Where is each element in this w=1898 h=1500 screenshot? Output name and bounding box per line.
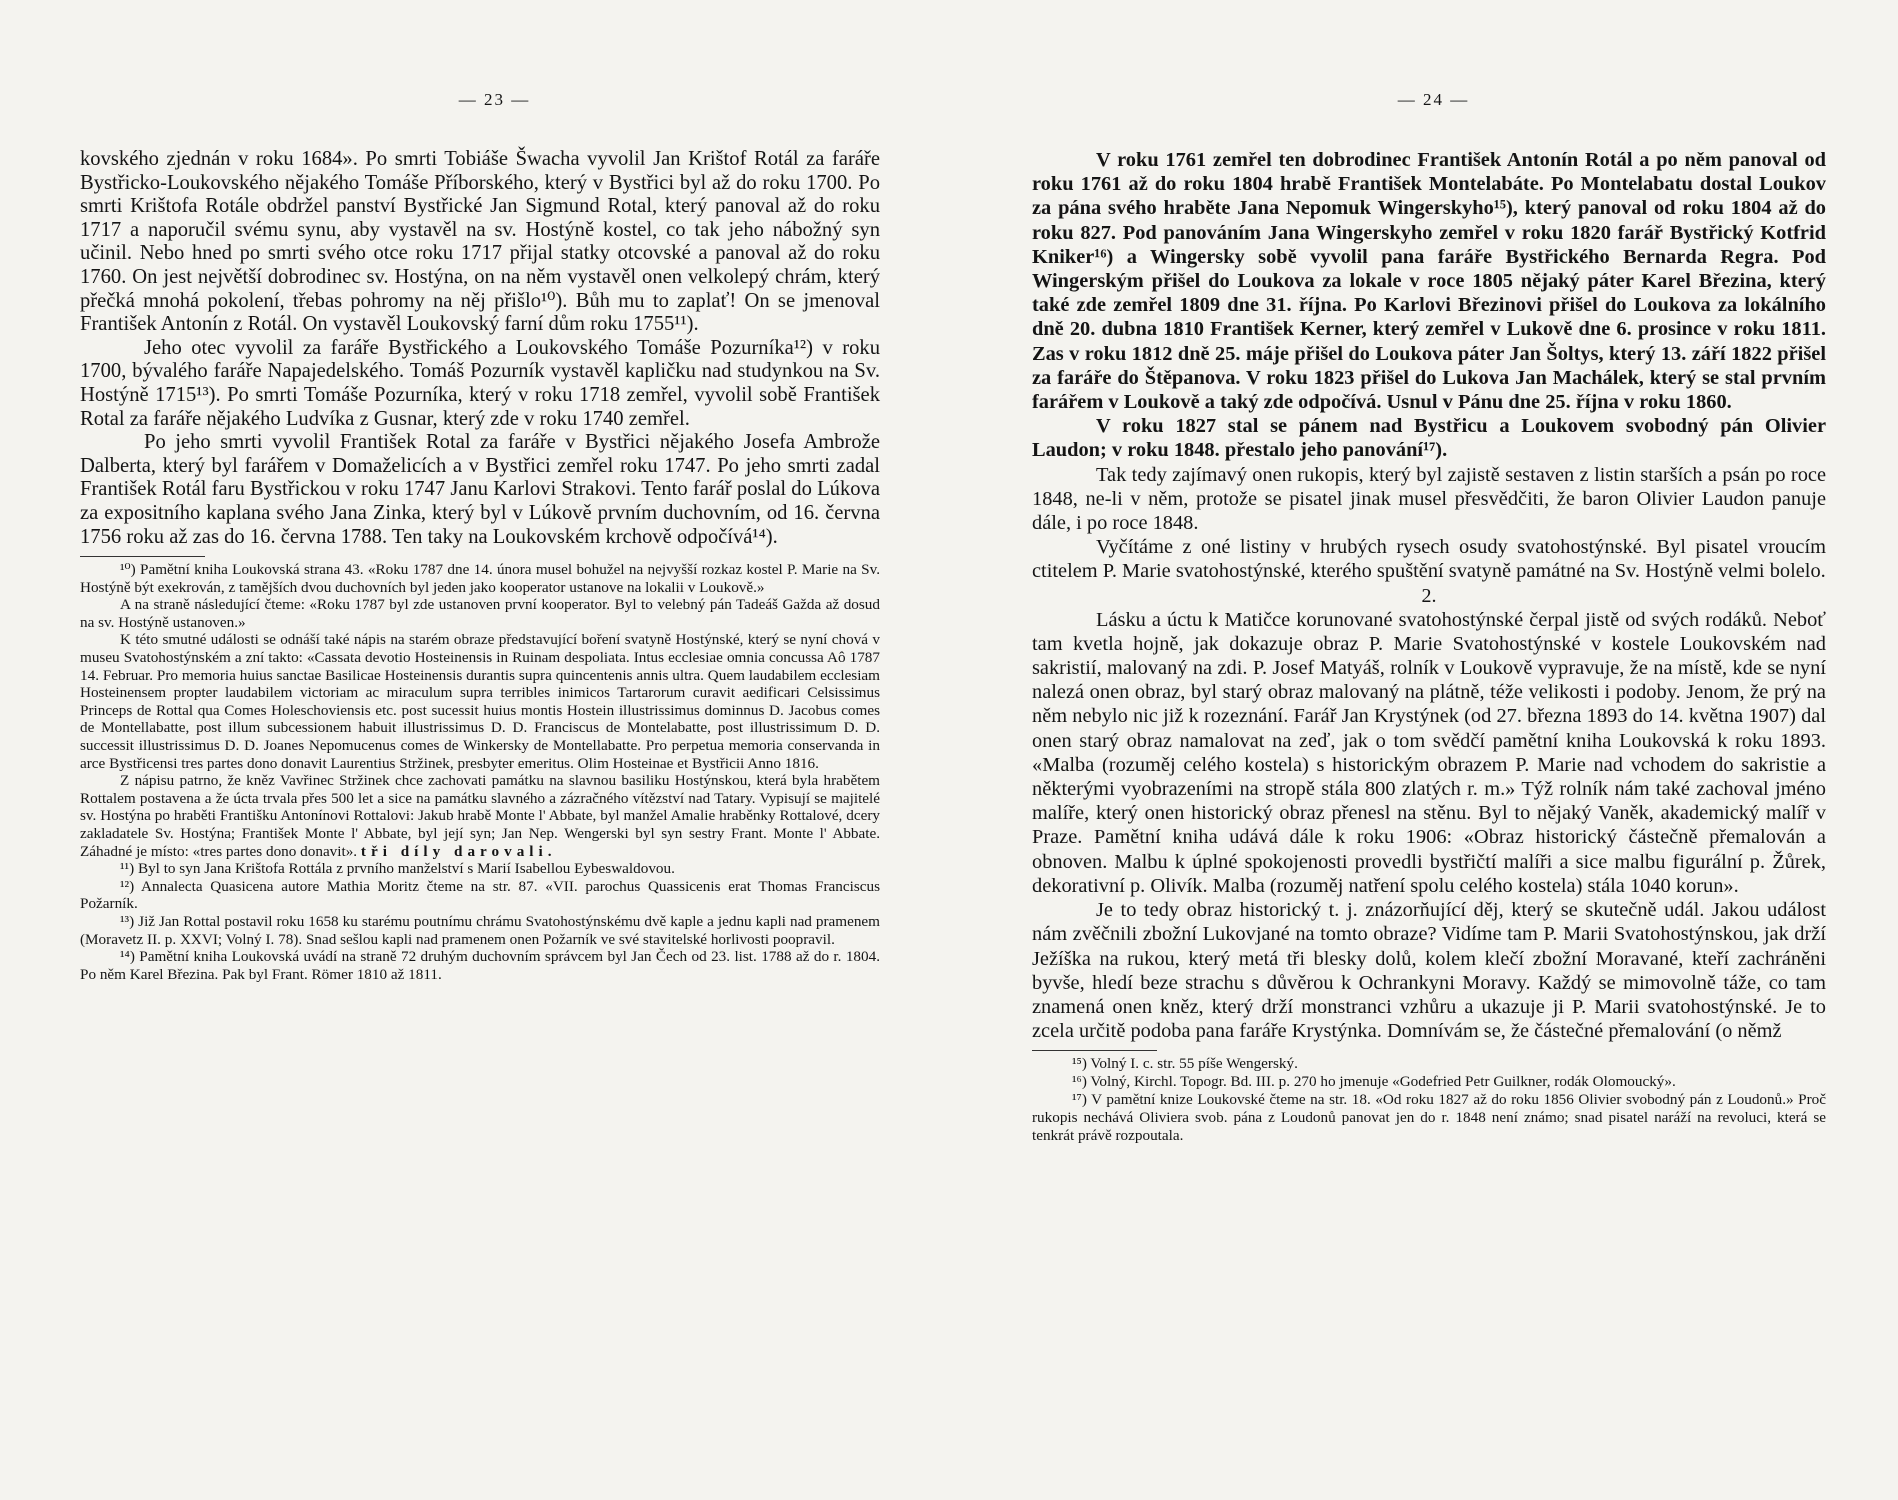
footnote: K této smutné události se odnáší také nápis na starém obraze představující boření svatyně Hostýnské, který se nyní chová v museu Svatohostýnském a zní takto: «Cassata devotio Hosteinensis in Ruinam despoliata. Intus ecclesiae omnia concussa Aô 1787 14. Februar. Pro memoria huius sanctae Basilicae Hosteinensis durantis supra quincentenis annis ultra. Quem laudabilem ecclesiam Hosteinensem propter laudabilem victoriam ac miraculum supra terribles inimicos Tartarorum curavit aedificari Celsissimus Princeps de Rottal qua Comes Holeschoviensis etc. post sucessit huius montis Hostein illustrissimus dominnus D. Jacobus comes de Montellabatte, post illum subcessionem habuit illustrissimus D. D. Franciscus de Montelabatte, post illustrissimum D. D. successit illustrissimus D. D. Joanes Nepomucenus comes de Winkersky de Montellabatte. Pro perpetua memoria conservanda in arce Bystřicensi tres partes dono donavit Laurentius Stržinek, presbyter emeritus. Olim Hosteinae et Bystřicii Anno 1816. — [80, 631, 880, 772]
paragraph: kovského zjednán v roku 1684». Po smrti Tobiáše Šwacha vyvolil Jan Krištof Rotál za faráře Bystřicko-Loukovského nějakého Tomáše Příborského, který v Bystřici byl až do roku 1700. Po smrti Krištofa Rotále obdržel panství Bystřické Jan Sigmund Rotal, který panoval až do roku 1717 a naporučil svému synu, aby vystavěl na sv. Hostýně kostel, co tak jeho nábožný syn učinil. Nebo hned po smrti svého otce roku 1717 přijal statky otcovské a panoval až do roku 1760. On jest největší dobrodinec sv. Hostýna, on na něm vystavěl onen velkolepý chrám, který přečká mnohá pokolení, třebas pohromy na něj přišlo¹⁰). Bůh mu to zaplať! On se jmenoval František Antonín z Rotál. On vystavěl Loukovský farní dům roku 1755¹¹). — [80, 148, 880, 336]
footnote: ¹⁰) Pamětní kniha Loukovská strana 43. «Roku 1787 dne 14. února musel bohužel na nejvyšší rozkaz kostel P. Marie na Sv. Hostýně být exekrován, z tamějších dvou duchovních byl jeden jako kooperator ustanove na lokalii v Loukově.» — [80, 561, 880, 596]
section-number: 2. — [1421, 584, 1437, 607]
paragraph: Tak tedy zajímavý onen rukopis, který byl zajistě sestaven z listin starších a psán po roce 1848, ne-li v něm, protože se pisatel jinak musel přesvědčiti, že baron Olivier Laudon panuje dále, i po roce 1848. — [1032, 463, 1826, 535]
footnote: A na straně následující čteme: «Roku 1787 byl zde ustanoven první kooperator. Byl to velebný pán Tadeáš Gažda až dosud na sv. Hostýně ustanoven.» — [80, 596, 880, 631]
footnote — [80, 772, 880, 860]
page-number: — 24 — — [1397, 90, 1470, 109]
footnote-rule — [1032, 1050, 1157, 1051]
footnote-text: Z nápisu patrno, že kněz Vavřinec Stržinek chce zachovati památku na slavnou basiliku Hostýnskou, která byla hrabětem Rottalem postavena a že úcta trvala přes 500 let a sice na památku slavného a zázračného vítězství nad Tatary. Vypisují se majitelé sv. Hostýna po hraběti Františku Antonínovi Rottalovi: Jakub hrabě Monte l' Abbate, byl manžel Amalie hraběnky Rottalové, dcery zakladatele Sv. Hostýna; František Monte l' Abbate, byl její syn; Jan Nep. Wengerski byl syn sestry Frant. Monte l' Abbate. Záhadné je místo: «tres partes dono donavit». — [80, 772, 880, 860]
footnote: ¹¹) Byl to syn Jana Krištofa Rottála z prvního manželství s Marií Isabellou Eybeswaldovou. — [120, 860, 675, 878]
right-body-text — [1032, 148, 1826, 1043]
footnote: ¹³) Již Jan Rottal postavil roku 1658 ku starému poutnímu chrámu Svatohostýnskému dvě kaple a jednu kapli nad pramenem (Moravetz II. p. XXVI; Volný I. 78). Snad sešlou kapli nad pramenem onen Požarník ve své stavitelské horlivosti poopravil. — [80, 912, 880, 948]
footnote: ¹⁷) V pamětní knize Loukovské čteme na str. 18. «Od roku 1827 až do roku 1856 Olivier svobodný pán z Loudonů.» Proč rukopis nechává Oliviera svob. pána z Loudonů panovat jen do r. 1848 není známo; snad pisatel naráží na revoluci, která se tenkrát právě rozpoutala. — [1032, 1091, 1826, 1145]
paragraph: Vyčítáme z oné listiny v hrubých rysech osudy svatohostýnské. Byl pisatel vroucím ctitelem P. Marie svatohostýnské, kterého spuštění svatyně památné na Sv. Hostýně velmi bolelo. — [1032, 536, 1826, 583]
footnote: ¹²) Annalecta Quasicena autore Mathia Moritz čteme na str. 87. «VII. parochus Quassicenis erat Thomas Franciscus Požarník. — [80, 877, 880, 913]
paragraph: Lásku a úctu k Matičce korunované svatohostýnské čerpal jistě od svých rodáků. Neboť tam kvetla hojně, jak dokazuje obraz P. Marie Svatohostýnské v kostele Loukovském nad sakristií, malovaný na zdi. P. Josef Matyáš, rolník v Loukově vypravuje, že na místě, kde se nyní nalezá onen obraz, byl starý obraz malovaný na plátně, téže velikosti i podoby. Jenom, že prý na něm nebylo nic již k rozeznání. Farář Jan Krystýnek (od 27. března 1893 do 14. května 1907) dal onen starý obraz namalovat na zeď, jak o tom svědčí pamětní kniha Loukovská k roku 1893. «Malba (rozuměj celého kostela) s historickým obrazem P. Marie nad vchodem do sakristie a některými vyobrazeními na stropě stála 800 zlatých r. m.» Týž rolník nám také zachoval jméno malíře, který onen historický obraz přenesl na stěnu. Byl to nějaký Vaněk, akademický malíř v Praze. Pamětní kniha udává dále k roku 1906: «Obraz historický částečně přemalován a obnoven. Malbu k úplné spokojenosti provedli bystřičtí malíři a sice malbu figurální p. Žůrek, dekorativní p. Olivík. Malba (rozuměj natření spolu celého kostela) stála 1040 korun». — [1032, 608, 1826, 897]
paragraph: Je to tedy obraz historický t. j. znázorňující děj, který se skutečně udál. Jakou událost nám zvěčnili zbožní Lukovjané na tomto obraze? Vidíme tam P. Marii Svatohostýnskou, jak drží Ježíška na rukou, který metá tři blesky dolů, kolem klečí zbožní Moravané, kteří zachráněni byvše, hledí beze strachu s důvěrou k Ochrankyni Moravy. Každý se mimovolně táže, co tam znamená onen kněz, který drží monstranci vzhůru a ukazuje ji P. Marii svatohostýnské. Je to zcela určitě podoba pana faráře Krystýnka. Domnívám se, že částečné přemalování (o němž — [1032, 899, 1826, 1043]
footnote-rule — [80, 556, 205, 557]
paragraph: Jeho otec vyvolil za faráře Bystřického a Loukovského Tomáše Pozurníka¹²) v roku 1700, bývalého faráře Napajedelského. Tomáš Pozurník vystavěl kapličku nad studynkou na Sv. Hostýně 1715¹³). Po smrti Tomáše Pozurníka, který v roku 1718 zemřel, vyvolil sobě František Rotal za faráře nějakého Ludvíka z Gusnar, který zde v roku 1740 zemřel. — [80, 336, 880, 430]
right-page — [949, 0, 1898, 1500]
right-text-block — [1032, 148, 1826, 1145]
footnote: ¹⁶) Volný, Kirchl. Topogr. Bd. III. p. 270 ho jmenuje «Godefried Petr Guilkner, rodák Olomoucký». — [1072, 1073, 1676, 1091]
left-body-text — [80, 148, 880, 549]
footnote: ¹⁴) Pamětní kniha Loukovská uvádí na straně 72 druhým duchovním správcem byl Jan Čech od 23. list. 1788 až do r. 1804. Po něm Karel Březina. Pak byl Frant. Römer 1810 až 1811. — [80, 948, 880, 983]
footnote-emphasis: tři díly darovali. — [360, 842, 557, 860]
right-footnotes — [1032, 1055, 1826, 1145]
paragraph: V roku 1827 stal se pánem nad Bystřicu a Loukovem svobodný pán Olivier Laudon; v roku 1848. přestalo jeho panování¹⁷). — [1032, 415, 1826, 462]
paragraph: Po jeho smrti vyvolil František Rotal za faráře v Bystřici nějakého Josefa Ambrože Dalberta, který byl farářem v Domaželicích a v Bystřici zemřel roku 1747. Po jeho smrti zadal František Rotál faru Bystřickou v roku 1747 Janu Karlovi Strakovi. Tento farář poslal do Lúkova za expositního kaplana svého Jana Zinka, který byl v Lúkově prvním duchovním, od 16. června 1756 roku až zas do 16. června 1788. Ten taky na Loukovském krchově odpočívá¹⁴). — [80, 431, 880, 548]
paragraph: V roku 1761 zemřel ten dobrodinec František Antonín Rotál a po něm panoval od roku 1761 až do roku 1804 hrabě František Montelabáte. Po Montelabatu dostal Loukov za pána svého hraběte Jana Nepomuk Wingerskyho¹⁵), který panoval od roku 1804 až do roku 827. Pod panováním Jana Wingerskyho zemřel v roku 1820 farář Bystřický Kotfrid Kniker¹⁶) a Wingersky sobě vyvolil pana faráře Bystřického Bernarda Regra. Pod Wingerským přišel do Loukova za lokale v roce 1805 nějaký páter Karel Březina, který také zde zemřel 1809 dne 31. října. Po Karlovi Březinovi přišel do Loukova za lokálního dně 20. dubna 1810 František Kerner, který zemřel v Lukově dne 6. prosince v roku 1811. Zas v roku 1812 dně 25. máje přišel do Loukova páter Jan Šoltys, který 13. září 1822 přišel za faráře do Štěpanova. V roku 1823 přišel do Lukova Jan Machálek, který se stal prvním farářem v Loukově a taký zde odpočívá. Usnul v Pánu dne 25. října v roku 1860. — [1032, 149, 1826, 414]
left-footnotes — [80, 561, 880, 983]
page-number: — 23 — — [458, 90, 531, 109]
left-text-block — [80, 148, 880, 983]
footnote: ¹⁵) Volný I. c. str. 55 píše Wengerský. — [1072, 1055, 1298, 1073]
